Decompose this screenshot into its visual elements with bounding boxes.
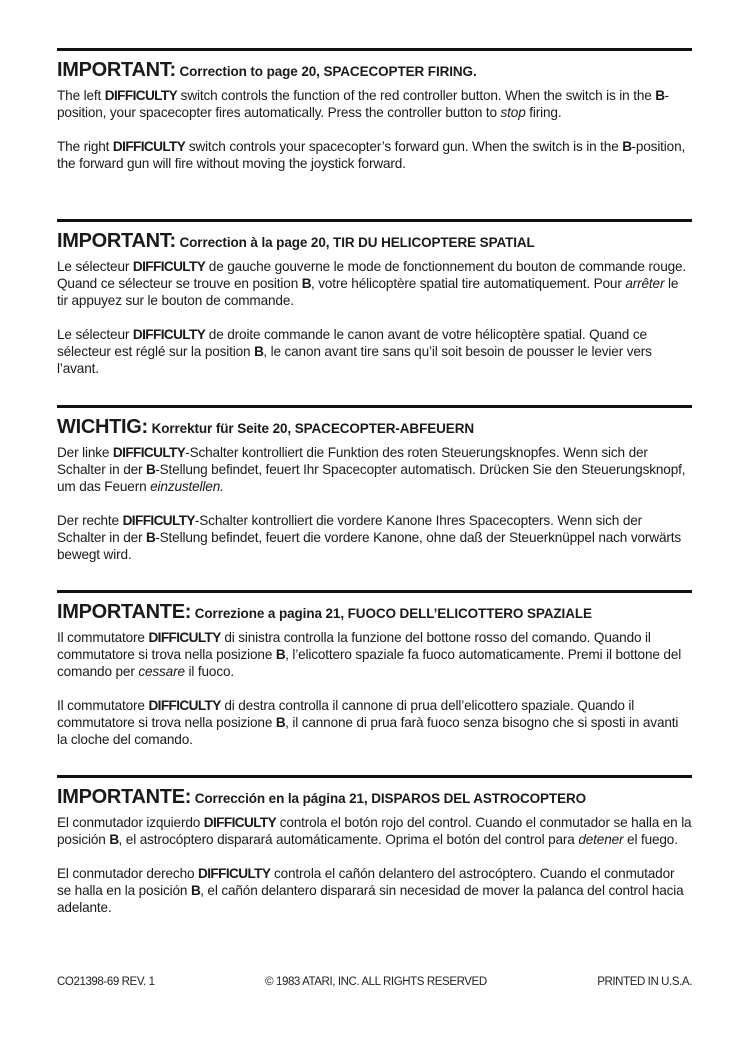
emphasis-bold: DIFFICULTY: [112, 445, 186, 460]
heading-keyword: IMPORTANTE:: [57, 786, 192, 808]
heading-keyword: IMPORTANT:: [57, 59, 176, 81]
paragraph: The left DIFFICULTY switch controls the function of the red controller button. When the switch is in the B-position, your spacecopter fires automatically. Press the controller button to stop firing.: [57, 88, 669, 120]
paragraph: The right DIFFICULTY switch controls your spacecopter’s forward gun. When the switch is in the B-position, the forward gun will fire without moving the joystick forward.: [57, 139, 686, 171]
heading-keyword: WICHTIG:: [57, 416, 148, 438]
section-heading: [57, 59, 692, 82]
emphasis-bold: DIFFICULTY: [203, 815, 277, 830]
emphasis-bold: B: [655, 88, 665, 103]
document-code: CO21398-69 REV. 1: [57, 976, 155, 988]
heading-keyword: IMPORTANT:: [57, 230, 176, 252]
heading-subtitle: Corrección en la página 21, DISPAROS DEL ASTROCOPTERO: [194, 791, 587, 806]
emphasis-bold: DIFFICULTY: [122, 513, 195, 528]
emphasis-italic: einzustellen.: [150, 479, 224, 494]
emphasis-bold: B: [622, 139, 632, 154]
paragraph: Der rechte DIFFICULTY-Schalter kontrolliert die vordere Kanone Ihres Spacecopters. Wenn sich der Schalter in der B-Stellung befindet, feuert die vordere Kanone, ohne daß der Steuerknüppel nach vorwärts bewegt wird.: [57, 513, 682, 562]
emphasis-italic: cessare: [138, 664, 185, 679]
page-footer: [57, 976, 692, 988]
section-heading: [57, 601, 692, 624]
section-heading: [57, 786, 692, 809]
paragraph: El conmutador izquierdo DIFFICULTY controla el botón rojo del control. Cuando el conmutador se halla en la posición B, el astrocóptero disparará automáticamente. Oprima el botón del control para detener el fuego.: [57, 815, 692, 847]
section-english: [57, 48, 692, 189]
section-italian: [57, 590, 692, 765]
emphasis-bold: DIFFICULTY: [132, 327, 206, 342]
emphasis-bold: DIFFICULTY: [112, 139, 186, 154]
section-heading: [57, 230, 692, 253]
emphasis-bold: B: [275, 647, 286, 662]
paragraph: Le sélecteur DIFFICULTY de droite commande le canon avant de votre hélicoptère spatial. Quand ce sélecteur est réglé sur la position B, le canon avant tire sans qu’il soit besoin de pousser le levier vers l’avant.: [57, 327, 652, 376]
section-french: [57, 219, 692, 394]
heading-keyword: IMPORTANTE:: [57, 601, 192, 623]
section-heading: [57, 416, 692, 439]
emphasis-bold: DIFFICULTY: [148, 630, 221, 645]
section-german: [57, 405, 692, 580]
printed-notice: PRINTED IN U.S.A.: [597, 976, 692, 988]
emphasis-italic: detener: [578, 832, 624, 847]
emphasis-bold: DIFFICULTY: [104, 88, 178, 103]
emphasis-italic: stop: [500, 105, 526, 120]
emphasis-bold: B: [275, 715, 286, 730]
emphasis-bold: B: [190, 883, 201, 898]
heading-subtitle: Korrektur für Seite 20, SPACECOPTER-ABFEUERN: [151, 421, 474, 436]
heading-subtitle: Correction to page 20, SPACECOPTER FIRING.: [179, 64, 477, 79]
divider-rule: [57, 48, 692, 51]
emphasis-bold: DIFFICULTY: [148, 698, 221, 713]
emphasis-italic: arrêter: [625, 276, 665, 291]
paragraph: El conmutador derecho DIFFICULTY controla el cañón delantero del astrocóptero. Cuando el conmutador se halla en la posición B, el cañón delantero disparará sin necesidad de mover la palanca del control hacia adelante.: [57, 866, 684, 915]
heading-subtitle: Correzione a pagina 21, FUOCO DELL’ELICOTTERO SPAZIALE: [194, 606, 592, 621]
emphasis-bold: B: [109, 832, 119, 847]
emphasis-bold: B: [254, 344, 264, 359]
paragraph: Der linke DIFFICULTY-Schalter kontrolliert die Funktion des roten Steuerungsknopfes. Wenn sich der Schalter in der B-Stellung befindet, feuert Ihr Spacecopter automatisch. Drücken Sie den Steuerungsknopf, um das Feuern einzustellen.: [57, 445, 686, 494]
heading-subtitle: Correction à la page 20, TIR DU HELICOPTERE SPATIAL: [179, 235, 535, 250]
copyright-notice: © 1983 ATARI, INC. ALL RIGHTS RESERVED: [265, 976, 487, 988]
divider-rule: [57, 219, 692, 222]
emphasis-bold: DIFFICULTY: [132, 259, 206, 274]
section-spanish: [57, 775, 692, 933]
divider-rule: [57, 775, 692, 778]
emphasis-bold: B: [146, 462, 156, 477]
emphasis-bold: B: [301, 276, 311, 291]
paragraph: Il commutatore DIFFICULTY di sinistra controlla la funzione del bottone rosso del comando. Quando il commutatore si trova nella posizione B, l’elicottero spaziale fa fuoco automaticamente. Premi il bottone del comando per cessare il fuoco.: [57, 630, 682, 679]
divider-rule: [57, 590, 692, 593]
emphasis-bold: B: [146, 530, 156, 545]
paragraph: Le sélecteur DIFFICULTY de gauche gouverne le mode de fonctionnement du bouton de commande rouge. Quand ce sélecteur se trouve en position B, votre hélicoptère spatial tire automatiquement. Pour arrêter le tir appuyez sur le bouton de commande.: [57, 259, 687, 308]
emphasis-bold: DIFFICULTY: [198, 866, 271, 881]
divider-rule: [57, 405, 692, 408]
paragraph: Il commutatore DIFFICULTY di destra controlla il cannone di prua dell’elicottero spaziale. Quando il commutatore si trova nella posizione B, il cannone di prua farà fuoco senza bisogno che si sposti in avanti la cloche del comando.: [57, 698, 679, 747]
